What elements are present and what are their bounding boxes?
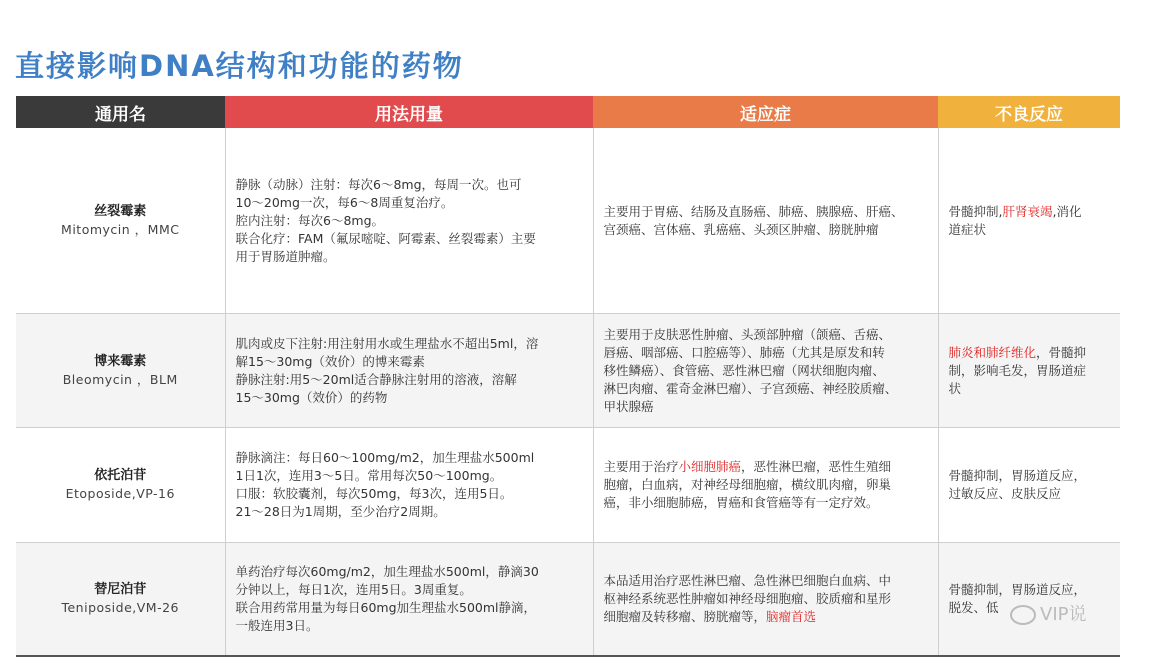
dose-line: 静脉注射:用5～20ml适合静脉注射用的溶液，溶解 [235, 371, 517, 387]
adverse-line: 骨髓抑制，胃肠道反应， [948, 582, 1087, 597]
indication-line: 癌，非小细胞肺癌，胃癌和食管癌等有一定疗效。 [603, 495, 879, 510]
indication-line: 枢神经系统恶性肿瘤如神经母细胞瘤、胶质瘤和星形 [603, 591, 892, 606]
indication-line: 移性鳞癌）、食管癌、恶性淋巴瘤（网状细胞肉瘤、 [603, 362, 885, 378]
dose-line: 联合化疗：FAM（氟尿嘧啶、阿霉素、丝裂霉素）主要 [235, 230, 536, 246]
indication-line: 甲状腺癌 [603, 398, 654, 414]
dose-cell [225, 428, 593, 543]
dose-line: 15～30mg（效价）的药物 [235, 389, 388, 405]
dose-line: 静脉（动脉）注射：每次6～8mg，每周一次。也可 [235, 176, 522, 192]
adverse-line: 脱发、低 [948, 600, 999, 615]
adverse-line: 道症状 [948, 221, 987, 237]
indication-cell [593, 543, 938, 657]
drug-name-cell [16, 128, 225, 314]
drug-name-cn: 依托泊苷 [94, 468, 147, 483]
header-indication: 适应症 [593, 96, 938, 128]
adverse-cell [938, 314, 1120, 428]
dose-line: 静脉滴注：每日60～100mg/m2，加生理盐水500ml [235, 450, 535, 465]
dose-cell [225, 543, 593, 657]
indication-text: 主要用于治疗 [603, 459, 679, 474]
indication-cell [593, 428, 938, 543]
drug-name-cell [16, 543, 225, 657]
drug-name-en: Bleomycin ，BLM [62, 371, 178, 387]
table-row [16, 314, 1120, 428]
wechat-icon [1010, 605, 1036, 625]
header-adverse: 不良反应 [938, 96, 1120, 128]
drug-table [16, 96, 1120, 657]
drug-name-cell [16, 314, 225, 428]
adverse-line: 骨髓抑制，胃肠道反应， [948, 468, 1087, 483]
adverse-line: 状 [948, 380, 962, 396]
table-header [16, 96, 1120, 128]
indication-cell [593, 128, 938, 314]
drug-name-cn: 替尼泊苷 [94, 582, 147, 597]
dose-cell [225, 314, 593, 428]
indication-line: 淋巴肉瘤、霍奇金淋巴瘤）、子宫颈癌、神经胶质瘤、 [603, 380, 898, 396]
indication-text: ，恶性淋巴瘤，恶性生殖细 [741, 459, 892, 474]
drug-name-cn: 丝裂霉素 [94, 203, 147, 219]
dose-line: 腔内注射：每次6～8mg。 [235, 212, 385, 228]
adverse-highlight: 肺炎和肺纤维化 [948, 344, 1037, 360]
table-row [16, 428, 1120, 543]
dose-line: 21～28日为1周期，至少治疗2周期。 [235, 504, 446, 519]
table-row [16, 543, 1120, 657]
header-dose: 用法用量 [225, 96, 593, 128]
page-title: 直接影响DNA结构和功能的药物 [15, 49, 464, 83]
indication-line: 唇癌、咽部癌、口腔癌等）、肺癌（尤其是原发和转 [603, 344, 885, 360]
adverse-line: 制，影响毛发，胃肠道症 [948, 362, 1087, 378]
dose-line: 联合用药常用量为每日60mg加生理盐水500ml静滴， [235, 600, 537, 615]
drug-name-en: Teniposide,VM-26 [61, 600, 179, 615]
indication-line: 胞瘤，白血病，对神经母细胞瘤，横纹肌肉瘤，卵巢 [603, 477, 892, 492]
dose-line: 肌肉或皮下注射:用注射用水或生理盐水不超出5ml，溶 [235, 335, 539, 351]
header-name: 通用名 [16, 96, 225, 128]
indication-line: 主要用于胃癌、结肠及直肠癌、肺癌、胰腺癌、肝癌、 [603, 203, 904, 219]
adverse-line [949, 344, 1111, 362]
dose-line: 10～20mg一次，每6～8周重复治疗。 [235, 194, 454, 210]
dose-line: 口服：软胶囊剂，每次50mg，每3次，连用5日。 [235, 486, 513, 501]
table-row [16, 128, 1120, 314]
indication-cell [593, 314, 938, 428]
dose-line: 1日1次，连用3～5日。常用每次50～100mg。 [235, 468, 503, 483]
drug-name-cell [16, 428, 225, 543]
adverse-text: 骨髓抑制, [948, 203, 1003, 219]
adverse-text: ,消化 [1052, 203, 1082, 219]
indication-text: 细胞瘤及转移瘤、膀胱瘤等， [603, 609, 767, 624]
dose-line: 一般连用3日。 [235, 618, 319, 633]
adverse-text: ，骨髓抑 [1036, 344, 1087, 360]
dose-cell [225, 128, 593, 314]
indication-line: 宫颈癌、宫体癌、乳癌癌、头颈区肿瘤、膀胱肿瘤 [603, 221, 879, 237]
watermark-text: VIP说 [1040, 604, 1087, 625]
drug-name-en: Mitomycin ，MMC [61, 221, 180, 237]
dose-line: 单药治疗每次60mg/m2，加生理盐水500ml，静滴30 [235, 564, 539, 579]
dose-line: 分钟以上，每日1次，连用5日。3周重复。 [235, 582, 472, 597]
adverse-cell [938, 428, 1120, 543]
adverse-highlight: 肝肾衰竭 [1002, 203, 1053, 219]
dose-line: 用于胃肠道肿瘤。 [235, 248, 336, 264]
indication-line: 主要用于皮肤恶性肿瘤、头颈部肿瘤（颌癌、舌癌、 [603, 326, 892, 342]
indication-line: 本品适用治疗恶性淋巴瘤、急性淋巴细胞白血病、中 [603, 573, 892, 588]
adverse-line [949, 203, 1111, 221]
indication-line [604, 458, 928, 476]
dose-line: 解15～30mg（效价）的博来霉素 [235, 353, 425, 369]
drug-name-en: Etoposide,VP-16 [65, 486, 175, 501]
watermark [1010, 600, 1086, 626]
adverse-line: 过敏反应、皮肤反应 [948, 486, 1062, 501]
drug-name-cn: 博来霉素 [94, 353, 147, 369]
indication-highlight: 脑瘤首选 [766, 609, 817, 624]
adverse-cell [938, 128, 1120, 314]
indication-line [604, 608, 928, 626]
indication-highlight: 小细胞肺癌 [678, 459, 742, 474]
